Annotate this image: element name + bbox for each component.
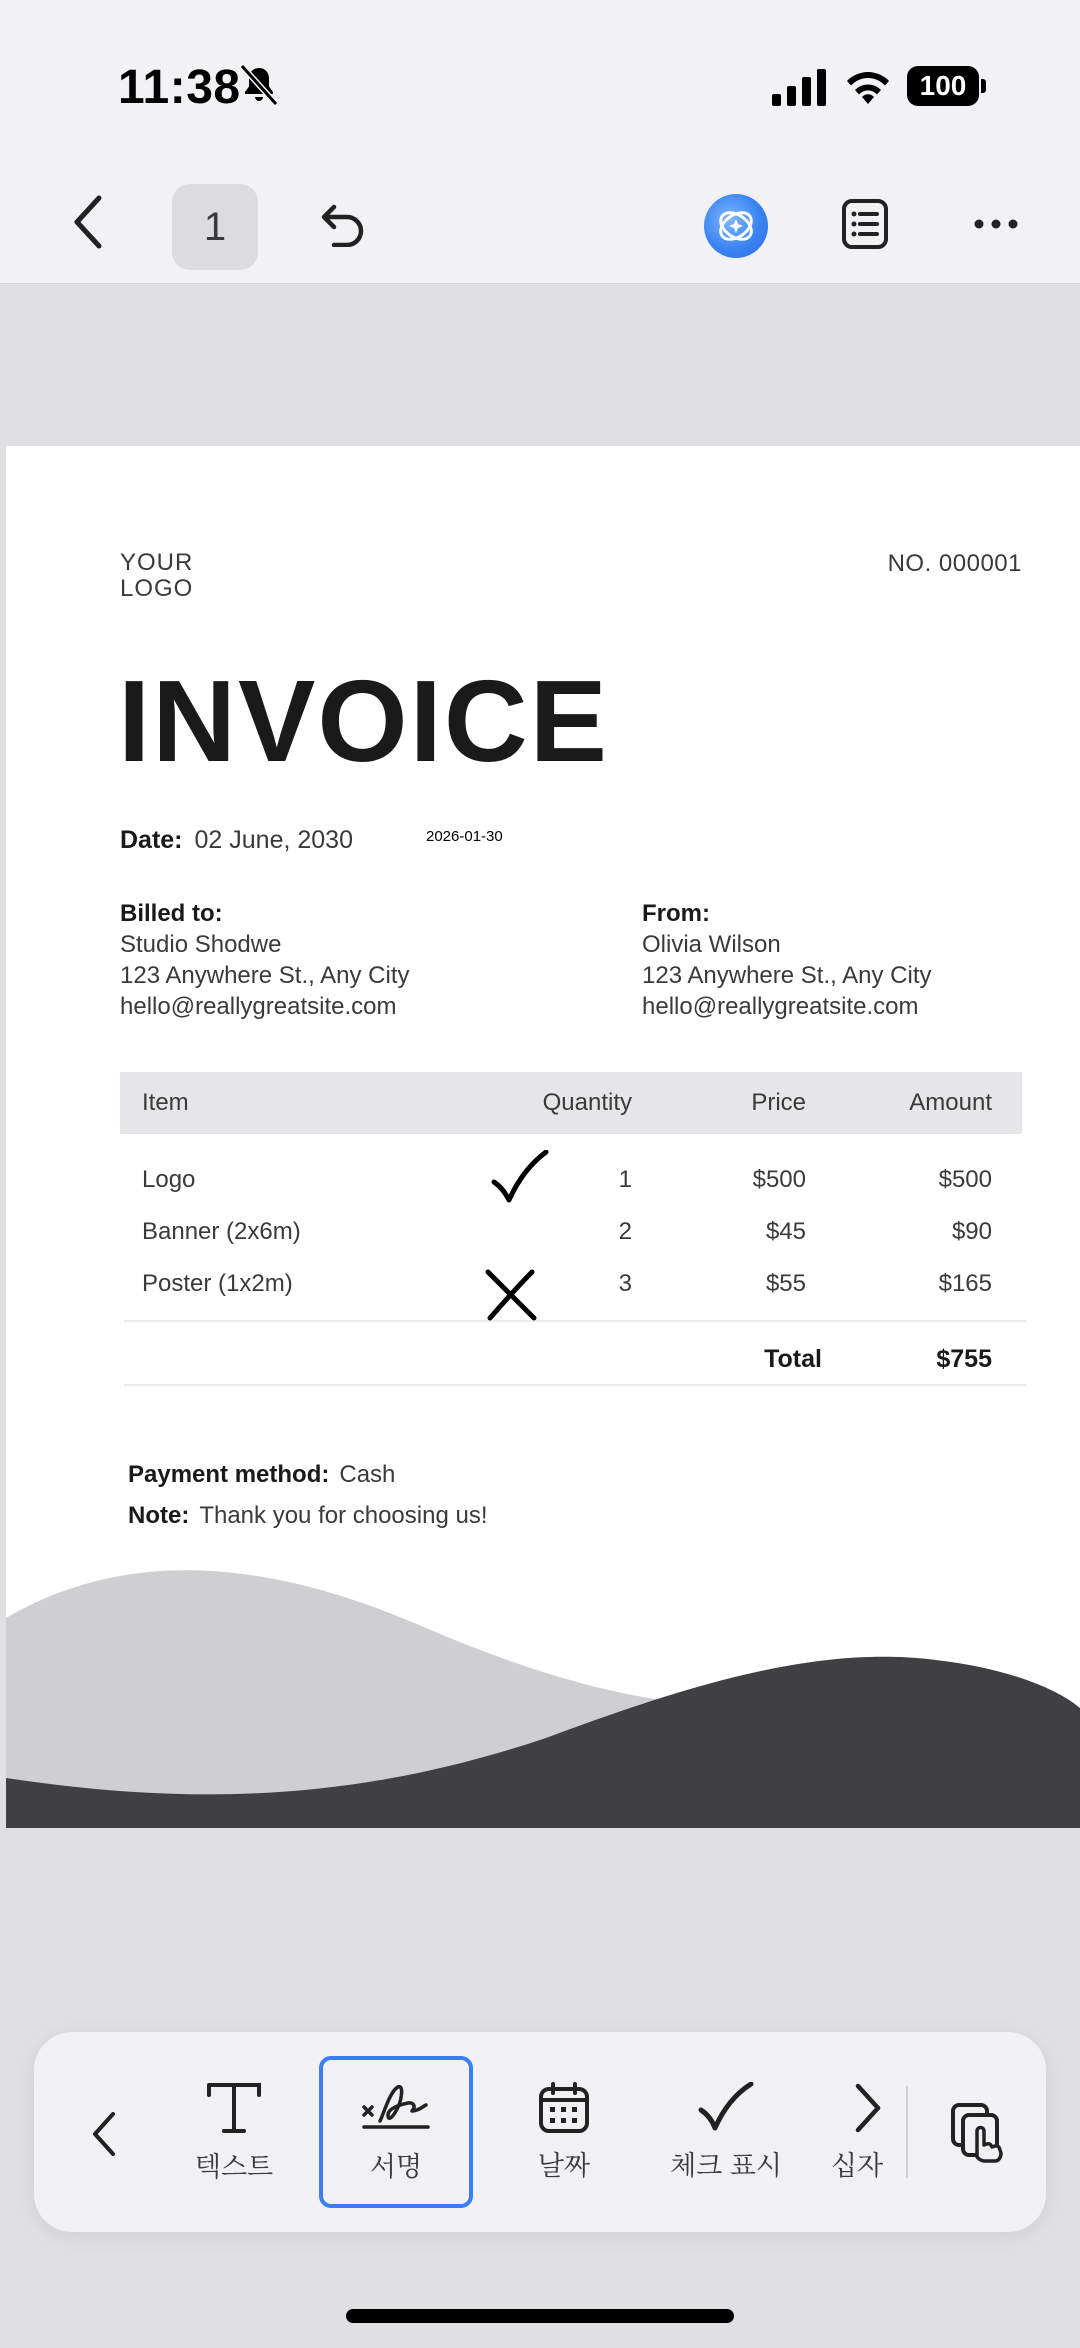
billed-to-email: hello@reallygreatsite.com xyxy=(120,993,397,1020)
date-label: Date: xyxy=(120,826,183,854)
tool-text-label: 텍스트 xyxy=(194,2151,274,2182)
total-value: $755 xyxy=(936,1345,992,1373)
row-amount: $165 xyxy=(938,1270,992,1297)
scroll-tools-left-button[interactable] xyxy=(84,2106,124,2162)
invoice-title: INVOICE xyxy=(118,656,609,786)
date-value: 02 June, 2030 xyxy=(194,826,353,854)
tool-checkmark-label: 체크 표시 xyxy=(670,2150,782,2181)
tool-signature-label: 서명 xyxy=(369,2151,423,2182)
total-row xyxy=(120,1328,1022,1390)
from-address: 123 Anywhere St., Any City xyxy=(642,962,932,989)
tool-cross[interactable] xyxy=(812,2056,902,2208)
ai-assistant-button[interactable] xyxy=(704,194,768,258)
note-label: Note: xyxy=(128,1502,190,1529)
decorative-waves xyxy=(6,1568,1080,1828)
list-icon xyxy=(841,198,889,250)
back-icon xyxy=(71,194,105,250)
note-value: Thank you for choosing us! xyxy=(199,1502,488,1529)
table-row xyxy=(120,1206,1022,1258)
list-button[interactable] xyxy=(838,196,892,252)
billed-to-block xyxy=(120,898,410,1022)
signal-icon xyxy=(772,68,828,108)
row-price: $45 xyxy=(765,1218,806,1245)
row-item: Logo xyxy=(142,1166,196,1193)
text-tool-icon xyxy=(205,2081,263,2135)
payment-block xyxy=(128,1454,488,1536)
row-quantity: 3 xyxy=(618,1270,632,1297)
cross-annotation[interactable] xyxy=(482,1268,540,1322)
total-label: Total xyxy=(764,1345,822,1373)
chevron-left-icon xyxy=(91,2110,117,2158)
column-price: Price xyxy=(751,1089,806,1116)
signature-icon xyxy=(360,2081,432,2135)
ai-assistant-icon xyxy=(714,204,758,248)
row-amount: $500 xyxy=(938,1166,992,1193)
column-item: Item xyxy=(142,1089,189,1116)
annotation-tool-panel xyxy=(34,2032,1046,2232)
row-quantity: 1 xyxy=(618,1166,632,1193)
billed-to-heading: Billed to: xyxy=(120,900,223,927)
billed-to-name: Studio Shodwe xyxy=(120,931,282,958)
logo-placeholder: YOUR LOGO xyxy=(120,549,194,602)
undo-button[interactable] xyxy=(314,196,374,252)
row-item: Poster (1x2m) xyxy=(142,1270,293,1297)
tool-cross-label: 십자 xyxy=(830,2150,884,2181)
invoice-number: NO. 000001 xyxy=(887,550,1022,577)
payment-value: Cash xyxy=(339,1461,396,1488)
row-price: $55 xyxy=(765,1270,806,1297)
tool-divider xyxy=(906,2086,908,2178)
divider xyxy=(124,1320,1026,1322)
status-time: 11:38 xyxy=(118,61,241,114)
more-icon xyxy=(973,218,1019,230)
document-page[interactable] xyxy=(6,446,1080,1828)
checkmark-icon xyxy=(697,2082,755,2134)
from-email: hello@reallygreatsite.com xyxy=(642,993,919,1020)
table-row xyxy=(120,1154,1022,1206)
copy-icon xyxy=(949,2101,1009,2163)
tool-text[interactable] xyxy=(174,2056,294,2208)
wifi-icon xyxy=(843,66,893,106)
table-header xyxy=(120,1072,1022,1134)
column-quantity: Quantity xyxy=(542,1089,632,1116)
billed-to-address: 123 Anywhere St., Any City xyxy=(120,962,410,989)
battery-level: 100 xyxy=(907,66,979,106)
stamped-date-annotation[interactable]: 2026-01-30 xyxy=(426,828,503,845)
checkmark-annotation[interactable] xyxy=(490,1150,550,1206)
home-indicator[interactable] xyxy=(346,2309,734,2323)
table-row xyxy=(120,1258,1022,1310)
from-name: Olivia Wilson xyxy=(642,931,781,958)
back-button[interactable] xyxy=(60,192,116,252)
top-bar xyxy=(0,0,1080,284)
row-price: $500 xyxy=(752,1166,806,1193)
calendar-icon xyxy=(538,2082,590,2134)
divider xyxy=(124,1384,1026,1386)
tool-checkmark[interactable] xyxy=(646,2056,806,2208)
undo-icon xyxy=(320,201,368,247)
tool-signature[interactable] xyxy=(319,2056,473,2208)
page-number-button[interactable]: 1 xyxy=(172,184,258,270)
tool-copy-mode[interactable] xyxy=(934,2056,1024,2208)
date-row xyxy=(120,826,353,855)
bell-slash-icon xyxy=(236,62,282,108)
row-item: Banner (2x6m) xyxy=(142,1218,301,1245)
column-amount: Amount xyxy=(909,1089,992,1116)
row-quantity: 2 xyxy=(618,1218,632,1245)
cross-icon xyxy=(828,2082,886,2134)
tool-date[interactable] xyxy=(504,2056,624,2208)
tool-date-label: 날짜 xyxy=(537,2150,591,2181)
from-heading: From: xyxy=(642,900,710,927)
battery-icon xyxy=(907,66,987,106)
from-block xyxy=(642,898,932,1022)
more-button[interactable] xyxy=(968,206,1024,242)
invoice xyxy=(6,446,1080,1828)
payment-label: Payment method: xyxy=(128,1461,330,1488)
row-amount: $90 xyxy=(951,1218,992,1245)
